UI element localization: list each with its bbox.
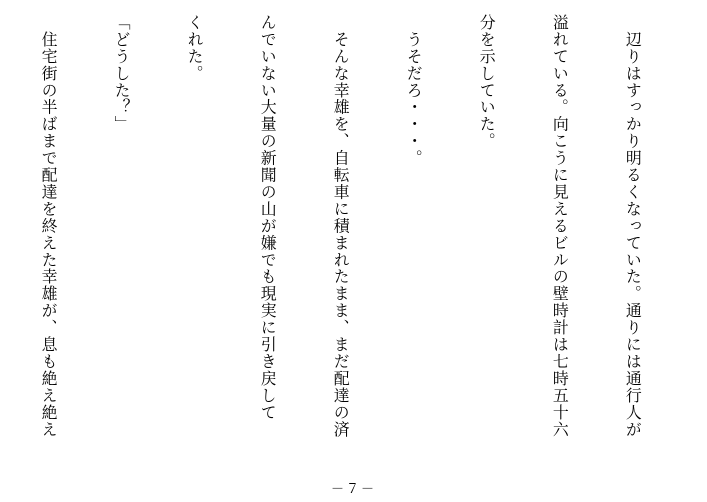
text-line: 分を示していた。 xyxy=(477,14,497,150)
body-text xyxy=(3,14,693,469)
text-line: 溢れている。向こうに見えるビルの壁時計は七時五十六 xyxy=(550,14,570,438)
text-line: 「どうした？」 xyxy=(112,14,132,133)
text-line: くれた。 xyxy=(185,14,205,82)
text-line: そんな幸雄を、自転車に積まれたまま、まだ配達の済 xyxy=(331,14,351,438)
text-line: 辺りはすっかり明るくなっていた。通りには通行人が xyxy=(623,14,643,438)
page-number: －７－ xyxy=(330,482,376,497)
text-line: 住宅街の半ばまで配達を終えた幸雄が、息も絶え絶え xyxy=(39,14,59,438)
text-line: うそだろ・・・。 xyxy=(404,14,424,167)
text-line: んでいない大量の新聞の山が嫌でも現実に引き戻して xyxy=(258,14,278,421)
